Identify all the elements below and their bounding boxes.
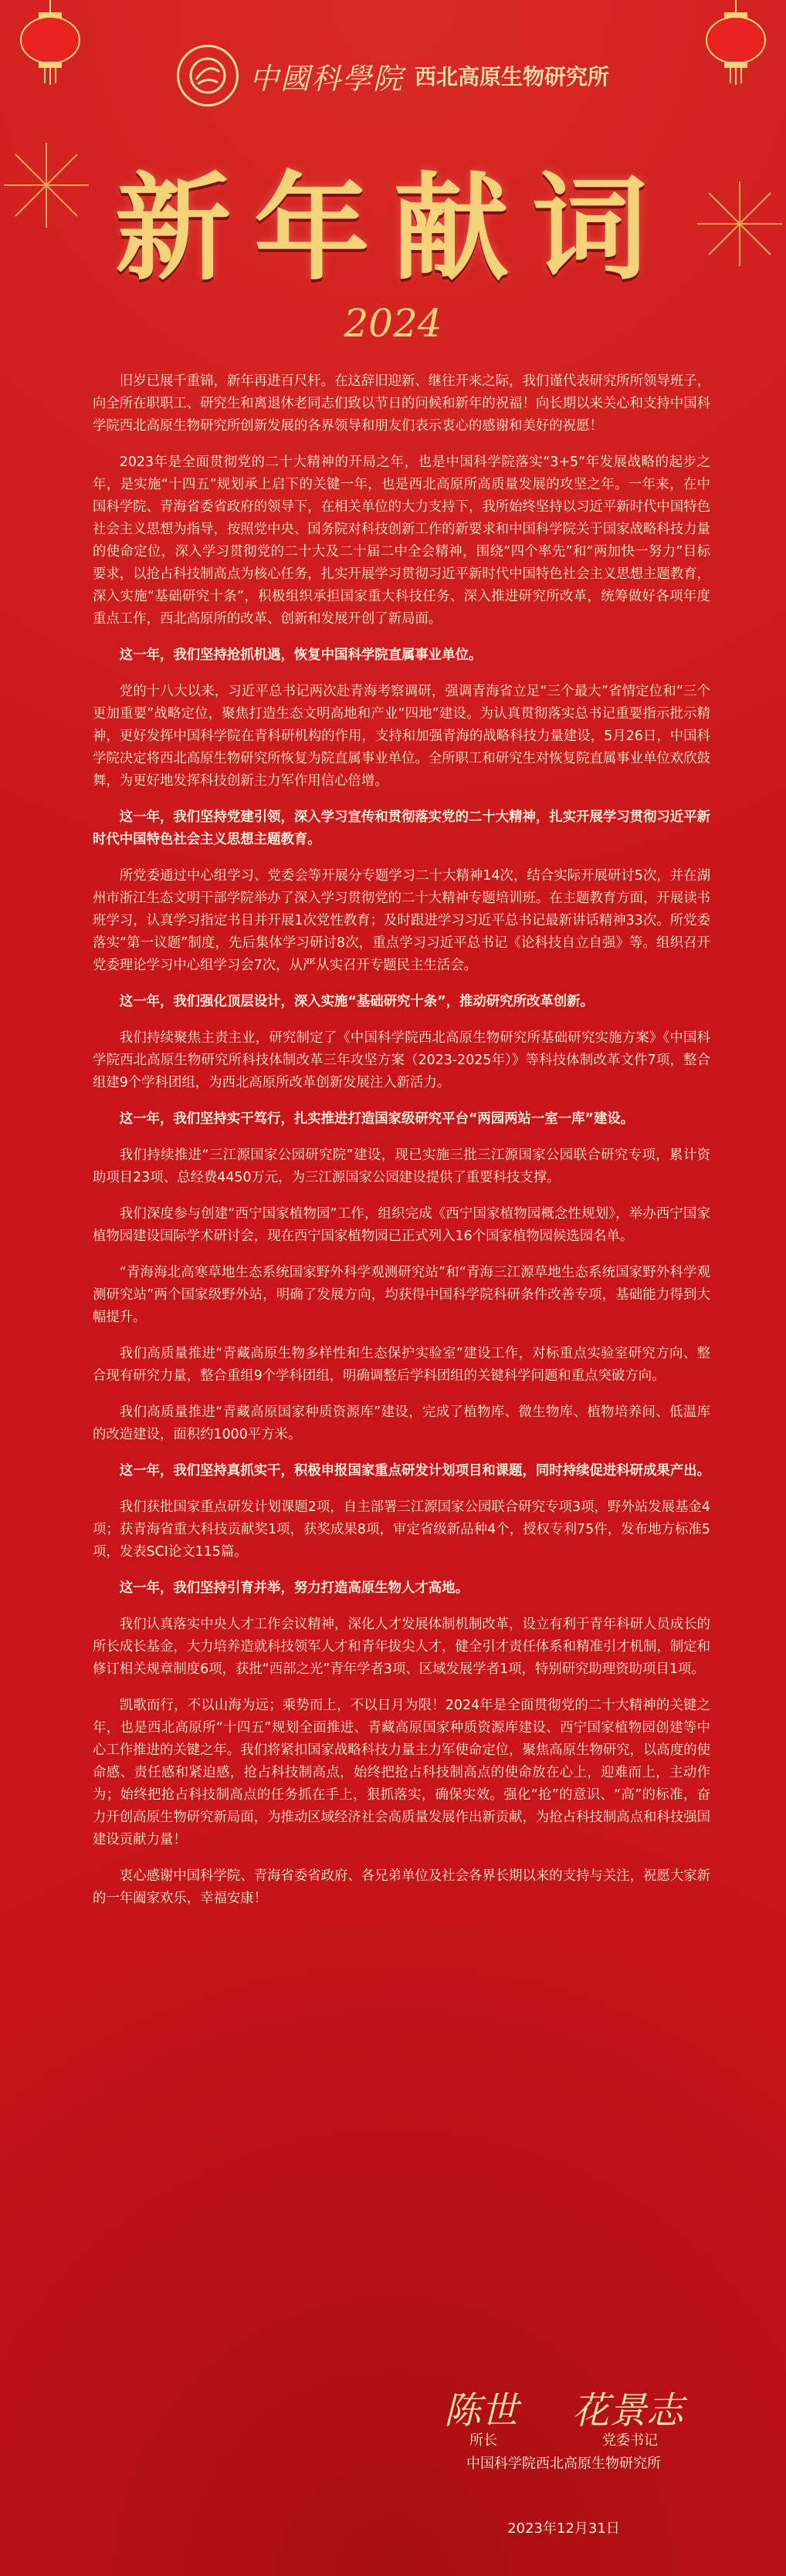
paragraph: 所党委通过中心组学习、党委会等开展分专题学习二十大精神14次，结合实际开展研讨5次，并在湖州市浙江生态文明干部学院举办了深入学习贯彻党的二十大精神专题培训班。在主题教育方面，开展读书班学习，认真学习指定书目并开展1次党性教育；及时跟进学习习近平总书记最新讲话精神33次。所党委落实“第一议题”制度，先后集体学习研讨8次，重点学习习近平总书记《论科技自立自强》等。组织召开党委理论学习中心组学习会7次，从严从实召开专题民主生活会。 [93, 868, 710, 973]
paragraph: 凯歌而行，不以山海为远；乘势而上，不以日月为限！2024年是全面贯彻党的二十大精神的关键之年，也是西北高原所“十四五”规划全面推进、青藏高原国家种质资源库建设、西宁国家植物园创建等中心工作推进的关键之年。我们将紧扣国家战略科技力量主力军使命定位，聚焦高原生物研究，以高度的使命感、责任感和紧迫感，抢占科技制高点，始终把抢占科技制高点的使命放在心上，迎难而上，主动作为；始终把抢占科技制高点的任务抓在手上，狠抓落实，确保实效。强化“抢”的意识、“高”的标准，奋力开创高原生物研究新局面，为推动区域经济社会高质量发展作出新贡献，为抢占科技制高点和科技强国建设贡献力量！ [93, 1698, 710, 1847]
director-signature: 陈世 [443, 2389, 518, 2432]
section-heading: 这一年，我们坚持实干笃行，扎实推进打造国家级研究平台“两园两站一室一库”建设。 [119, 1111, 635, 1127]
paragraph: 我们高质量推进“青藏高原生物多样性和生态保护实验室”建设工作，对标重点实验室研究方向、整合现有研究力量，整合重组9个学科团组，明确调整后学科团组的关键科学问题和重点突破方向。 [93, 1346, 710, 1384]
page-title: 新年献词 [114, 161, 671, 296]
paragraph: 我们高质量推进“青藏高原国家种质资源库”建设，完成了植物库、微生物库、植物培养间、低温库的改造建设，面积约1000平方米。 [93, 1405, 710, 1442]
message-body [93, 370, 710, 1924]
paragraph: 党的十八大以来，习近平总书记两次赴青海考察调研，强调青海省立足“三个最大”省情定位和“三个更加重要”战略定位，聚焦打造生态文明高地和产业“四地”建设。为认真贯彻落实总书记重要指示批示精神，更好发挥中国科学院在青科研机构的作用，支持和加强青海的战略科技力量建设，5月26日，中国科学院决定将西北高原生物研究所恢复为院直属事业单位。全所职工和研究生对恢复院直属事业单位欢欣鼓舞，为更好地发挥科技创新主力军作用信心倍增。 [93, 684, 710, 789]
institute-name: 西北高原生物研究所 [415, 64, 610, 90]
signatory-roles [417, 2429, 710, 2449]
secretary-signature: 花景志 [571, 2389, 683, 2432]
section-heading: 这一年，我们坚持引育并举，努力打造高原生物人才高地。 [119, 1580, 469, 1596]
paragraph: 我们持续推进“三江源国家公园研究院”建设，现已实施三批三江源国家公园联合研究专项，累计资助项目23项、总经费4450万元，为三江源国家公园建设提供了重要科技支撑。 [93, 1148, 710, 1185]
paragraph: 我们认真落实中央人才工作会议精神，深化人才发展体制机制改革，设立有利于青年科研人员成长的所长成长基金，大力培养造就科技领军人才和青年拔尖人才，健全引才责任体系和精准引才机制，制定和修订相关规章制度6项，获批“西部之光”青年学者3项、区域发展学者1项，特别研究助理资助项目1项。 [93, 1617, 710, 1677]
section-heading: 这一年，我们强化顶层设计，深入实施“基础研究十条”，推动研究所改革创新。 [119, 994, 594, 1009]
director-role: 所长 [469, 2432, 497, 2449]
paragraph: 我们持续聚焦主责主业，研究制定了《中国科学院西北高原生物研究所基础研究实施方案》《中国科学院西北高原生物研究所科技体制改革三年攻坚方案（2023-2025年）》等科技体制改革文件7项，整合组建9个学科团组，为西北高原所改革创新发展注入新活力。 [93, 1030, 710, 1090]
section-heading: 这一年，我们坚持抢抓机遇，恢复中国科学院直属事业单位。 [119, 647, 483, 663]
paragraph: 衷心感谢中国科学院、青海省委省政府、各兄弟单位及社会各界长期以来的支持与关注，祝愿大家新的一年阖家欢乐，幸福安康！ [93, 1868, 710, 1906]
header [0, 45, 786, 106]
cas-logo-icon [177, 45, 239, 106]
paragraph: “青海海北高寒草地生态系统国家野外科学观测研究站”和“青海三江源草地生态系统国家野外科学观测研究站”两个国家级野外站，明确了发展方向，均获得中国科学院科研条件改善专项，基础能力得到大幅提升。 [93, 1265, 710, 1325]
paragraph: 我们获批国家重点研发计划课题2项，自主部署三江源国家公园联合研究专项3项，野外站发展基金4项；获青海省重大科技贡献奖1项，获奖成果8项，审定省级新品种4个，授权专利75件，发布地方标准5项，发表SCI论文115篇。 [93, 1499, 710, 1560]
section-heading: 这一年，我们坚持党建引领，深入学习宣传和贯彻落实党的二十大精神，扎实开展学习贯彻习近平新时代中国特色社会主义思想主题教育。 [93, 810, 710, 847]
date: 2023年12月31日 [507, 2520, 620, 2537]
paragraph: 旧岁已展千重锦，新年再进百尺杆。在这辞旧迎新、继往开来之际，我们谨代表研究所所领导班子，向全所在职职工、研究生和离退休老同志们致以节日的问候和新年的祝福！向长期以来关心和支持中国科学院西北高原生物研究所创新发展的各界领导和朋友们表示衷心的感谢和美好的祝愿！ [93, 374, 710, 434]
year: 2024 [344, 301, 442, 346]
secretary-role: 党委书记 [602, 2432, 658, 2449]
institute-signature: 中国科学院西北高原生物研究所 [466, 2456, 661, 2472]
cas-name: 中國科學院 [249, 61, 404, 96]
paragraph: 2023年是全面贯彻党的二十大精神的开局之年，也是中国科学院落实“3+5”年发展战略的起步之年，是实施“十四五”规划承上启下的关键一年，也是西北高原所高质量发展的攻坚之年。一年来，在中国科学院、青海省委省政府的领导下，在相关单位的大力支持下，我所始终坚持以习近平新时代中国特色社会主义思想为指导，按照党中央、国务院对科技创新工作的新要求和中国科学院关于国家战略科技力量的使命定位，深入学习贯彻党的二十大及二十届二中全会精神，围绕“四个率先”和“两加快一努力”目标要求，以抢占科技制高点为核心任务，扎实开展学习贯彻习近平新时代中国特色社会主义思想主题教育，深入实施“基础研究十条”，积极组织承担国家重大科技任务、深入推进研究所改革，统筹做好各项年度重点工作，西北高原所的改革、创新和发展开创了新局面。 [93, 455, 710, 627]
paragraph: 我们深度参与创建“西宁国家植物园”工作，组织完成《西宁国家植物园概念性规划》，举办西宁国家植物园建设国际学术研讨会，现在西宁国家植物园已正式列入16个国家植物园候选园名单。 [93, 1206, 710, 1244]
signatures [417, 2381, 710, 2434]
section-heading: 这一年，我们坚持真抓实干，积极申报国家重点研发计划项目和课题，同时持续促进科研成果产出。 [119, 1463, 710, 1479]
